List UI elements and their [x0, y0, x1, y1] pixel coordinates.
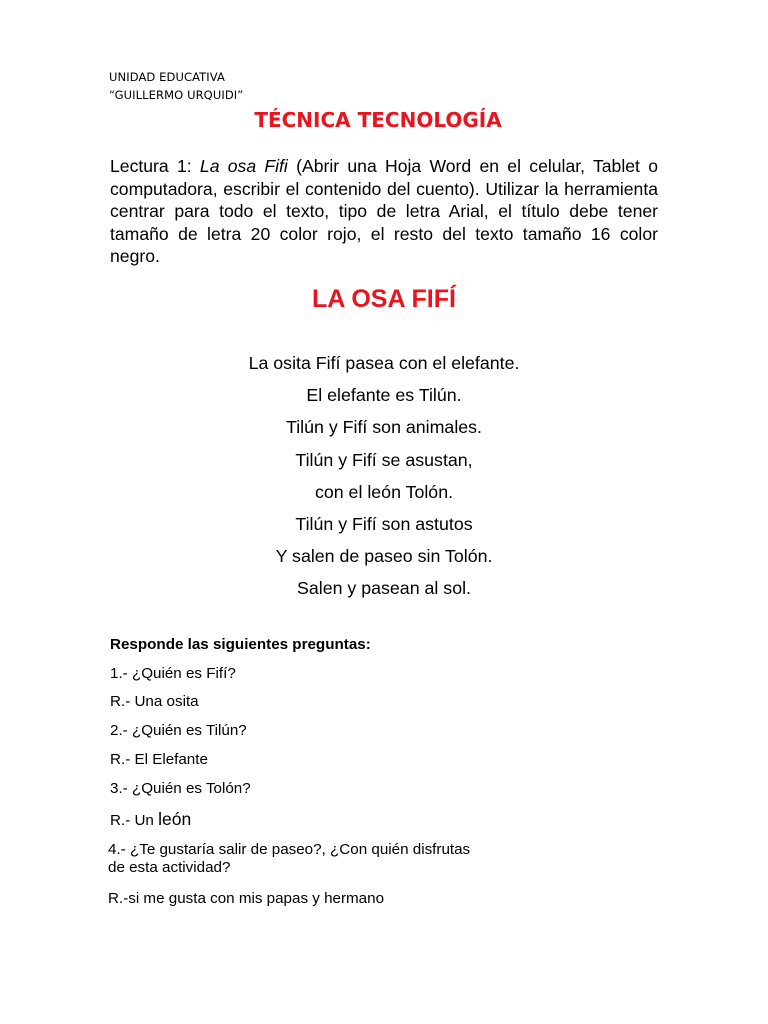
story-line: Tilún y Fifí se asustan,	[295, 449, 473, 470]
answer-1: R.- Una osita	[110, 693, 199, 710]
story-line: La osita Fifí pasea con el elefante.	[248, 353, 520, 373]
question-3: 3.- ¿Quién es Tolón?	[110, 780, 251, 797]
story-line: Salen y pasean al sol.	[297, 578, 471, 599]
school-name-line2: “GUILLERMO URQUIDI”	[109, 88, 244, 102]
story-line: Y salen de paseo sin Tolón.	[275, 546, 493, 567]
answer-2: R.- El Elefante	[110, 751, 208, 768]
question-4	[108, 841, 470, 877]
instructions-paragraph	[110, 155, 658, 268]
instructions-reading-title: La osa Fifi	[199, 156, 288, 176]
story-body	[0, 347, 768, 605]
questions-heading: Responde las siguientes preguntas:	[110, 636, 371, 653]
answer-3-word: león	[158, 809, 192, 829]
story-line: con el león Tolón.	[314, 481, 454, 502]
question-4-line2: de esta actividad?	[108, 859, 231, 876]
school-name-line1: UNIDAD EDUCATIVA	[109, 70, 225, 84]
story-title: LA OSA FIFÍ	[312, 285, 456, 313]
question-2: 2.- ¿Quién es Tilún?	[110, 722, 247, 739]
instructions-prefix: Lectura 1:	[110, 156, 200, 176]
story-line: Tilún y Fifí son animales.	[286, 417, 482, 438]
question-1: 1.- ¿Quién es Fifí?	[110, 665, 236, 682]
story-line: El elefante es Tilún.	[306, 385, 462, 406]
answer-3	[110, 810, 191, 830]
question-4-line1: 4.- ¿Te gustaría salir de paseo?, ¿Con quién disfrutas	[108, 841, 471, 858]
answer-3-prefix: R.- Un	[110, 812, 159, 829]
instructions-text: (Abrir una Hoja Word en el celular, Tablet o computadora, escribir el contenido del cuento). Utilizar la herramienta centrar para todo el texto, tipo de letra Arial, el título debe tener tamaño de letra 20 color rojo, el resto del texto tamaño 16 color negro.	[110, 156, 658, 266]
story-line: Tilún y Fifí son astutos	[295, 513, 473, 534]
answer-4: R.-si me gusta con mis papas y hermano	[108, 890, 385, 907]
subject-title: TÉCNICA TECNOLOGÍA	[254, 108, 502, 132]
